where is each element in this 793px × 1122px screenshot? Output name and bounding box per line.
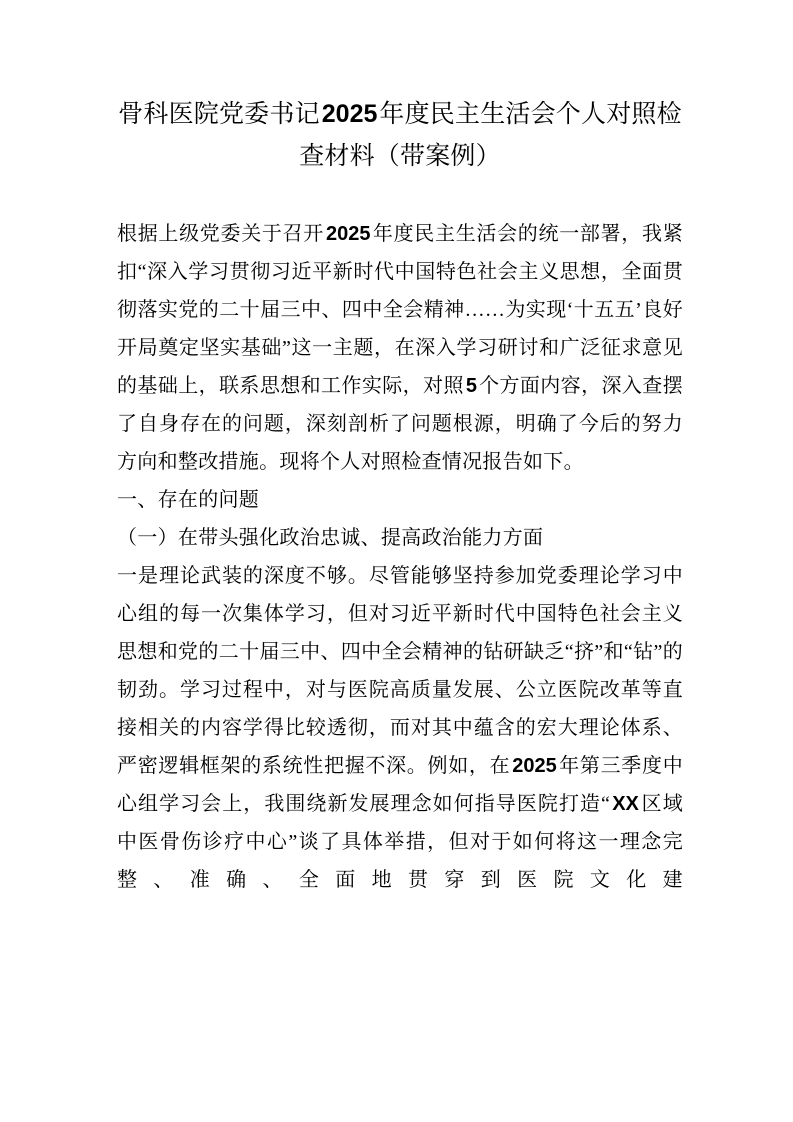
detail-text-mid: 年第三季度中心组学习会上，我围绕新发展理念如何指导医院打造“ [117,755,683,815]
document-title-year: 2025 [321,100,378,128]
subsection-heading-text: （一）在带头强化政治忠诚、提高政治能力方面 [117,527,544,549]
document-title [117,0,683,178]
detail-text-lead: 一是理论武装的深度不够。尽管能够坚持参加党委理论学习中心组的每一次集体学习，但对习近平新时代中国特色社会主义思想和党的二十届三中、四中全会精神的钻研缺乏“挤”和“钻”的韧劲。学习过程中，对与医院高质量发展、公立医院改革等直接相关的内容学得比较透彻，而对其中蕴含的宏大理论体系、严密逻辑框架的系统性把握不深。例如，在 [117,565,683,777]
intro-text-tail: 个方面内容，深入查摆了自身存在的问题，深刻剖析了问题根源，明确了今后的努力方向和整改措施。现将个人对照检查情况报告如下。 [117,375,683,473]
detail-text-tail: 区域中医骨伤诊疗中心”谈了具体举措，但对于如何将这一理念完整、准确、全面地贯穿到医院文化建 [117,793,683,891]
detail-placeholder-region: XX [612,793,639,815]
document-title-text-line2: 查材料（带案例） [299,143,501,170]
detail-year: 2025 [512,755,557,777]
intro-text-lead: 根据上级党委关于召开 [117,223,324,245]
intro-year: 2025 [326,223,371,245]
section-heading-text: 一、存在的问题 [117,489,260,511]
subsection-heading-political-loyalty [117,519,683,557]
intro-paragraph [117,215,683,481]
intro-aspect-count: 5 [465,375,477,397]
detail-paragraph-theory-study [117,557,683,937]
document-title-text-tail: 年度民主生活会个人对照检 [379,101,682,128]
document-body [117,0,683,937]
section-heading-existing-problems [117,481,683,519]
intro-text-mid: 年度民主生活会的统一部署，我紧扣“深入学习贯彻习近平新时代中国特色社会主义思想，全面贯彻落实党的二十届三中、四中全会精神……为实现‘十五五’良好开局奠定坚实基础”这一主题，在深入学习研讨和广泛征求意见的基础上，联系思想和工作实际，对照 [117,223,683,397]
document-title-text-lead: 骨科医院党委书记 [118,101,320,128]
